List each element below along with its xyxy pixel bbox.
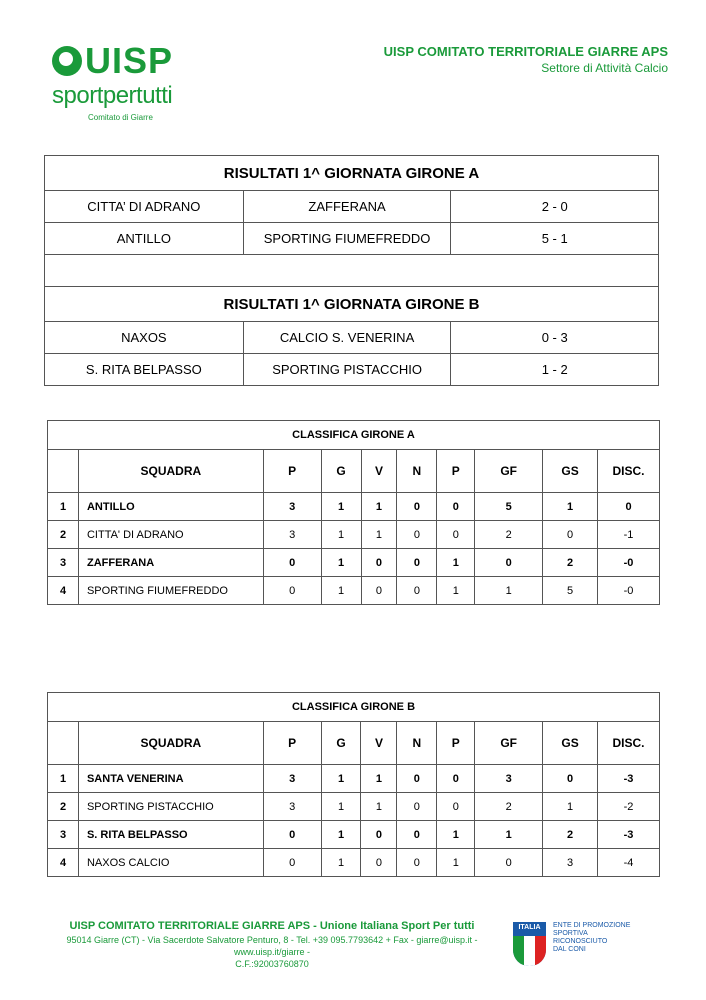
- column-header: GS: [543, 450, 598, 493]
- stat-cell: 0: [263, 577, 321, 605]
- table-row: [48, 765, 660, 793]
- stat-cell: 1: [361, 521, 397, 549]
- stat-cell: 1: [437, 577, 475, 605]
- stat-cell: 5: [543, 577, 598, 605]
- stat-cell: 0: [437, 765, 475, 793]
- standings-title: CLASSIFICA GIRONE A: [48, 421, 660, 450]
- rank-cell: 4: [48, 849, 79, 877]
- match-row: [45, 322, 659, 354]
- stat-cell: 1: [437, 849, 475, 877]
- coni-text: ENTE DI PROMOZIONE SPORTIVA RICONOSCIUTO DAL CONI: [553, 922, 631, 953]
- stat-cell: -0: [598, 577, 660, 605]
- table-row: [48, 521, 660, 549]
- team-cell: S. RITA BELPASSO: [78, 821, 263, 849]
- stat-cell: -1: [598, 521, 660, 549]
- org-header: [384, 44, 668, 75]
- stat-cell: 0: [475, 849, 543, 877]
- table-row: [48, 549, 660, 577]
- column-header: P: [263, 450, 321, 493]
- stat-cell: 0: [361, 821, 397, 849]
- stat-cell: 1: [543, 793, 598, 821]
- team-cell: NAXOS CALCIO: [78, 849, 263, 877]
- stat-cell: 0: [543, 521, 598, 549]
- stat-cell: 1: [321, 493, 361, 521]
- team-cell: SPORTING FIUMEFREDDO: [78, 577, 263, 605]
- stat-cell: 0: [397, 821, 437, 849]
- column-header: P: [437, 450, 475, 493]
- stat-cell: 1: [321, 577, 361, 605]
- footer-org: UISP COMITATO TERRITORIALE GIARRE APS - Unione Italiana Sport Per tutti: [69, 920, 475, 932]
- italia-shield-icon: ITALIA: [513, 922, 546, 966]
- rank-cell: 3: [48, 549, 79, 577]
- match-score: 1 - 2: [451, 354, 659, 386]
- column-header: GF: [475, 450, 543, 493]
- logo-tagline: sportpertutti: [52, 82, 173, 109]
- stat-cell: 1: [321, 849, 361, 877]
- stat-cell: 1: [321, 549, 361, 577]
- match-score: 2 - 0: [451, 191, 659, 223]
- results-b-title: RISULTATI 1^ GIORNATA GIRONE B: [45, 287, 659, 322]
- stat-cell: -0: [598, 549, 660, 577]
- match-row: [45, 354, 659, 386]
- stat-cell: 1: [321, 521, 361, 549]
- home-team: NAXOS: [45, 322, 244, 354]
- stat-cell: -3: [598, 821, 660, 849]
- logo-comitato: Comitato di Giarre: [88, 113, 153, 122]
- org-subtitle: Settore di Attività Calcio: [541, 61, 668, 75]
- stat-cell: 5: [475, 493, 543, 521]
- stat-cell: 0: [263, 849, 321, 877]
- stat-cell: 0: [397, 849, 437, 877]
- column-header: GF: [475, 722, 543, 765]
- column-header: P: [263, 722, 321, 765]
- away-team: ZAFFERANA: [243, 191, 451, 223]
- away-team: SPORTING FIUMEFREDDO: [243, 223, 451, 255]
- coni-badge: [513, 920, 673, 970]
- stat-cell: 1: [361, 793, 397, 821]
- stat-cell: 1: [361, 493, 397, 521]
- away-team: SPORTING PISTACCHIO: [243, 354, 451, 386]
- rank-cell: 2: [48, 793, 79, 821]
- stat-cell: 0: [397, 793, 437, 821]
- table-row: [48, 577, 660, 605]
- table-row: [48, 493, 660, 521]
- stat-cell: 1: [437, 821, 475, 849]
- standings-girone-a: [47, 420, 660, 605]
- stat-cell: 0: [263, 549, 321, 577]
- stat-cell: 0: [397, 577, 437, 605]
- standings-girone-b: [47, 692, 660, 877]
- stat-cell: 0: [437, 493, 475, 521]
- column-header: DISC.: [598, 450, 660, 493]
- team-cell: ANTILLO: [78, 493, 263, 521]
- column-header: G: [321, 722, 361, 765]
- footer: [52, 920, 492, 970]
- match-score: 5 - 1: [451, 223, 659, 255]
- stat-cell: 0: [361, 549, 397, 577]
- match-row: [45, 191, 659, 223]
- stat-cell: 2: [475, 793, 543, 821]
- column-header-pos: [48, 722, 79, 765]
- rank-cell: 1: [48, 765, 79, 793]
- stat-cell: -3: [598, 765, 660, 793]
- rank-cell: 4: [48, 577, 79, 605]
- rank-cell: 2: [48, 521, 79, 549]
- column-header: P: [437, 722, 475, 765]
- spacer-row: [45, 255, 659, 287]
- stat-cell: -2: [598, 793, 660, 821]
- footer-tax-code: C.F.:92003760870: [235, 959, 309, 969]
- stat-cell: 3: [543, 849, 598, 877]
- team-cell: SANTA VENERINA: [78, 765, 263, 793]
- stat-cell: 0: [475, 549, 543, 577]
- stat-cell: 3: [263, 493, 321, 521]
- stat-cell: 1: [543, 493, 598, 521]
- stat-cell: 0: [263, 821, 321, 849]
- team-cell: CITTA' DI ADRANO: [78, 521, 263, 549]
- footer-address: 95014 Giarre (CT) - Via Sacerdote Salvatore Penturo, 8 - Tel. +39 095.7793642 + Fax - giarre@uisp.it - www.uisp.it/giarre -: [66, 935, 478, 957]
- football-icon: [52, 46, 82, 76]
- match-score: 0 - 3: [451, 322, 659, 354]
- away-team: CALCIO S. VENERINA: [243, 322, 451, 354]
- home-team: CITTA’ DI ADRANO: [45, 191, 244, 223]
- stat-cell: 1: [361, 765, 397, 793]
- stat-cell: 1: [321, 793, 361, 821]
- stat-cell: 1: [475, 577, 543, 605]
- stat-cell: 1: [321, 765, 361, 793]
- column-header: G: [321, 450, 361, 493]
- column-header: N: [397, 722, 437, 765]
- stat-cell: 0: [397, 521, 437, 549]
- standings-title: CLASSIFICA GIRONE B: [48, 693, 660, 722]
- stat-cell: -4: [598, 849, 660, 877]
- results-table: [44, 155, 659, 386]
- results-a-title: RISULTATI 1^ GIORNATA GIRONE A: [45, 156, 659, 191]
- stat-cell: 0: [598, 493, 660, 521]
- match-row: [45, 223, 659, 255]
- home-team: ANTILLO: [45, 223, 244, 255]
- stat-cell: 1: [437, 549, 475, 577]
- column-header-pos: [48, 450, 79, 493]
- stat-cell: 2: [543, 549, 598, 577]
- stat-cell: 1: [321, 821, 361, 849]
- uisp-logo: [52, 40, 202, 125]
- stat-cell: 2: [543, 821, 598, 849]
- stat-cell: 3: [475, 765, 543, 793]
- team-cell: ZAFFERANA: [78, 549, 263, 577]
- logo-wordmark: UISP: [52, 40, 173, 82]
- column-header: V: [361, 722, 397, 765]
- stat-cell: 0: [543, 765, 598, 793]
- org-title: UISP COMITATO TERRITORIALE GIARRE APS: [383, 44, 668, 59]
- table-row: [48, 793, 660, 821]
- stat-cell: 0: [397, 765, 437, 793]
- stat-cell: 0: [437, 793, 475, 821]
- stat-cell: 1: [475, 821, 543, 849]
- stat-cell: 2: [475, 521, 543, 549]
- stat-cell: 3: [263, 793, 321, 821]
- column-header: N: [397, 450, 437, 493]
- stat-cell: 0: [397, 549, 437, 577]
- stat-cell: 0: [361, 577, 397, 605]
- stat-cell: 0: [361, 849, 397, 877]
- column-header: SQUADRA: [78, 722, 263, 765]
- stat-cell: 0: [397, 493, 437, 521]
- stat-cell: 0: [437, 521, 475, 549]
- stat-cell: 3: [263, 521, 321, 549]
- rank-cell: 3: [48, 821, 79, 849]
- home-team: S. RITA BELPASSO: [45, 354, 244, 386]
- table-row: [48, 821, 660, 849]
- stat-cell: 3: [263, 765, 321, 793]
- column-header: DISC.: [598, 722, 660, 765]
- column-header: SQUADRA: [78, 450, 263, 493]
- team-cell: SPORTING PISTACCHIO: [78, 793, 263, 821]
- rank-cell: 1: [48, 493, 79, 521]
- column-header: GS: [543, 722, 598, 765]
- table-row: [48, 849, 660, 877]
- column-header: V: [361, 450, 397, 493]
